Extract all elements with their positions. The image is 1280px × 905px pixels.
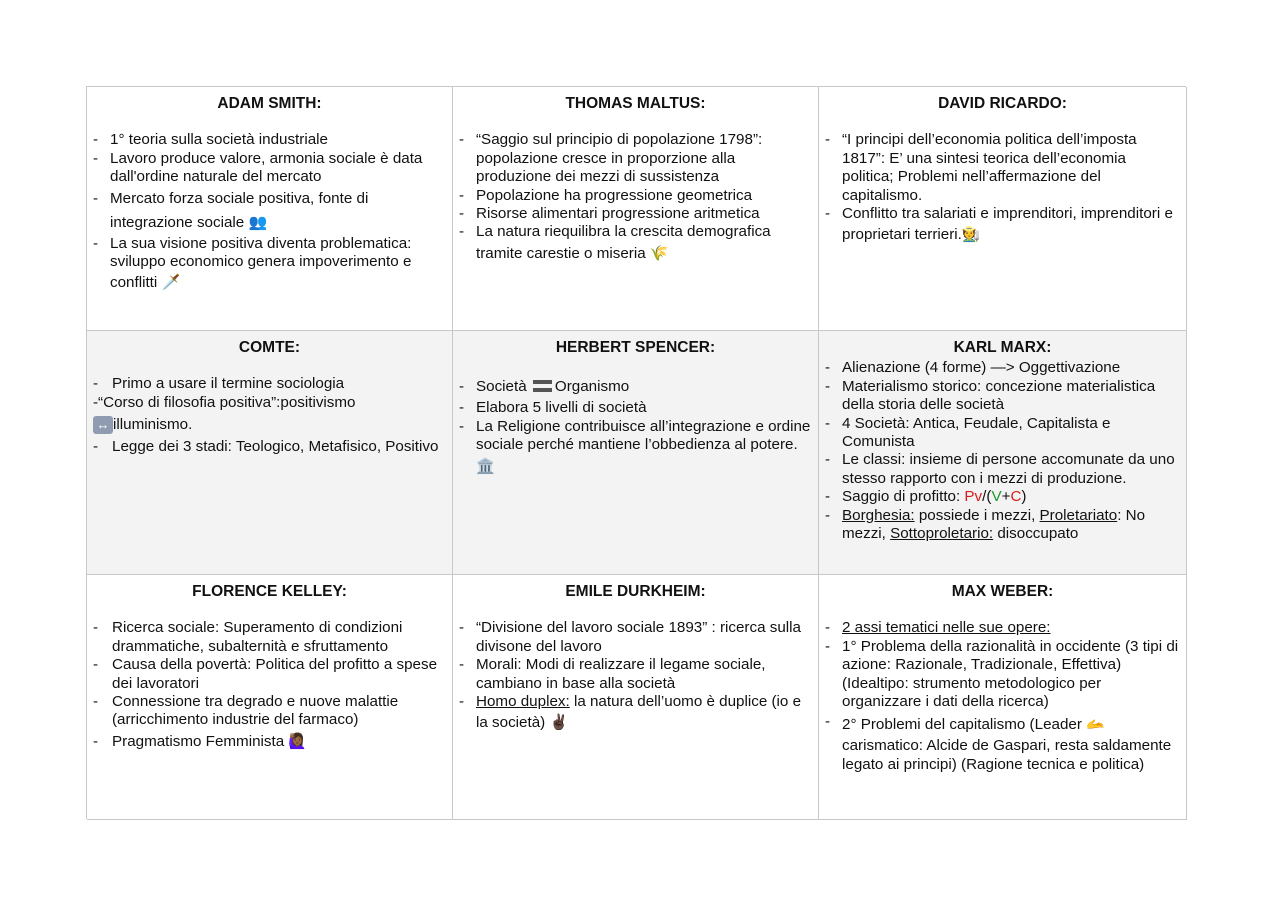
bullet-list: [93, 131, 446, 295]
bullet-list: [459, 619, 812, 735]
cell-title: THOMAS MALTUS:: [565, 95, 706, 112]
cell-title: FLORENCE KELLEY:: [192, 583, 347, 600]
list-item: - Connessione tra degrado e nuove malattie (arricchimento industrie del farmaco): [93, 693, 446, 730]
cell-max-weber: [819, 575, 1187, 820]
list-item: - Elabora 5 livelli di società: [459, 399, 812, 417]
list-item: - Causa della povertà: Politica del profitto a spese dei lavoratori: [93, 656, 446, 693]
list-item: - 2 assi tematici nelle sue opere:: [825, 619, 1180, 637]
cell-title: HERBERT SPENCER:: [555, 339, 716, 356]
list-item: - Primo a usare il termine sociologia: [93, 375, 446, 393]
cell-emile-durkheim: [453, 575, 819, 820]
list-item: - La natura riequilibra la crescita demografica tramite carestie o miseria 🌾: [459, 223, 812, 265]
bullet-list: [825, 131, 1180, 247]
list-item: - Le classi: insieme di persone accomunate da uno stesso rapporto con i mezzi di produzione.: [825, 451, 1180, 488]
farmer-icon: 🧑‍🌾: [961, 226, 981, 244]
cell-karl-marx: [819, 331, 1187, 575]
sword-icon: 🗡️: [161, 274, 181, 292]
list-item: - Popolazione ha progressione geometrica: [459, 187, 812, 205]
list-item: - Borghesia: possiede i mezzi, Proletariato: No mezzi, Sottoproletario: disoccupato: [825, 507, 1180, 544]
bullet-list: [93, 619, 446, 753]
cell-title: MAX WEBER:: [951, 583, 1054, 600]
list-item: - “I principi dell’economia politica dell’imposta 1817”: E’ una sintesi teorica dell’economia politica; Problemi nell’affermazione del capitalismo.: [825, 131, 1180, 205]
cell-title: DAVID RICARDO:: [938, 95, 1067, 112]
cell-david-ricardo: [819, 87, 1187, 331]
list-item: - La Religione contribuisce all’integrazione e ordine sociale perché mantiene l’obbedienza al potere. 🏛️: [459, 418, 812, 479]
bullet-list: [825, 619, 1180, 774]
equals-icon: [533, 380, 552, 392]
list-item: - Homo duplex: la natura dell’uomo è duplice (io e la società) ✌🏿: [459, 693, 812, 735]
list-item: - Alienazione (4 forme) —> Oggettivazione: [825, 359, 1180, 377]
bullet-list: [825, 359, 1180, 543]
cell-thomas-maltus: [453, 87, 819, 331]
cell-florence-kelley: [87, 575, 453, 820]
left-right-arrow-icon: ↔: [93, 416, 113, 434]
victory-hand-icon: ✌🏿: [549, 714, 569, 732]
list-item: - Risorse alimentari progressione aritmetica: [459, 205, 812, 223]
list-item: -“Corso di filosofia positiva”:positivismo: [93, 393, 356, 411]
formula-c: C: [1010, 488, 1022, 506]
list-item: - Materialismo storico: concezione materialistica della storia delle società: [825, 378, 1180, 415]
list-item: - La sua visione positiva diventa problematica: sviluppo economico genera impoverimento e conflitti 🗡️: [93, 235, 446, 296]
cell-comte: [87, 331, 453, 575]
summary-table: [86, 86, 1186, 819]
list-item: - Ricerca sociale: Superamento di condizioni drammatiche, subalternità e sfruttamento: [93, 619, 446, 656]
cell-adam-smith: [87, 87, 453, 331]
bullet-list: [459, 375, 812, 478]
formula-v: V: [991, 488, 1002, 506]
bullet-list: [93, 375, 446, 456]
people-icon: 👥: [248, 213, 268, 231]
list-item: - Legge dei 3 stadi: Teologico, Metafisico, Positivo: [93, 438, 446, 456]
list-item: - Saggio di profitto: Pv/(V+C): [825, 488, 1180, 506]
wheat-icon: 🌾: [649, 244, 669, 262]
palm-up-hand-icon: 🫴: [1086, 716, 1105, 734]
list-item: - Mercato forza sociale positiva, fonte di integrazione sociale 👥: [93, 187, 446, 235]
list-item: - Società Organismo: [459, 375, 812, 399]
cell-title: EMILE DURKHEIM:: [565, 583, 706, 600]
list-item: ↔ illuminismo.: [93, 412, 446, 438]
cell-title: ADAM SMITH:: [217, 95, 322, 112]
cell-title: COMTE:: [238, 339, 301, 356]
list-item: - 1° Problema della razionalità in occidente (3 tipi di azione: Razionale, Tradizionale, Effettiva) (Idealtipo: strumento metodologico per organizzare i dati della ricerca): [825, 638, 1180, 712]
classical-building-icon: 🏛️: [476, 457, 495, 475]
list-item: - 2° Problemi del capitalismo (Leader 🫴 carismatico: Alcide de Gaspari, resta saldamente legato ai principi) (Ragione tecnica e politica): [825, 713, 1180, 774]
woman-raising-hand-icon: 🙋🏾‍♀️: [288, 732, 308, 750]
list-item: - Morali: Modi di realizzare il legame sociale, cambiano in base alla società: [459, 656, 812, 693]
list-item: - Lavoro produce valore, armonia sociale è data dall'ordine naturale del mercato: [93, 150, 446, 187]
list-item: - “Saggio sul principio di popolazione 1798”: popolazione cresce in proporzione alla produzione dei mezzi di sussistenza: [459, 131, 812, 186]
list-item: - 4 Società: Antica, Feudale, Capitalista e Comunista: [825, 415, 1180, 452]
list-item: - Conflitto tra salariati e imprenditori, imprenditori e proprietari terrieri.🧑‍🌾: [825, 205, 1180, 247]
list-item: - “Divisione del lavoro sociale 1893” : ricerca sulla divisone del lavoro: [459, 619, 812, 656]
cell-herbert-spencer: [453, 331, 819, 575]
list-item: - Pragmatismo Femminista 🙋🏾‍♀️: [93, 730, 446, 754]
cell-title: KARL MARX:: [953, 339, 1052, 356]
list-item: - 1° teoria sulla società industriale: [93, 131, 446, 149]
bullet-list: [459, 131, 812, 265]
formula-pv: Pv: [964, 488, 983, 506]
